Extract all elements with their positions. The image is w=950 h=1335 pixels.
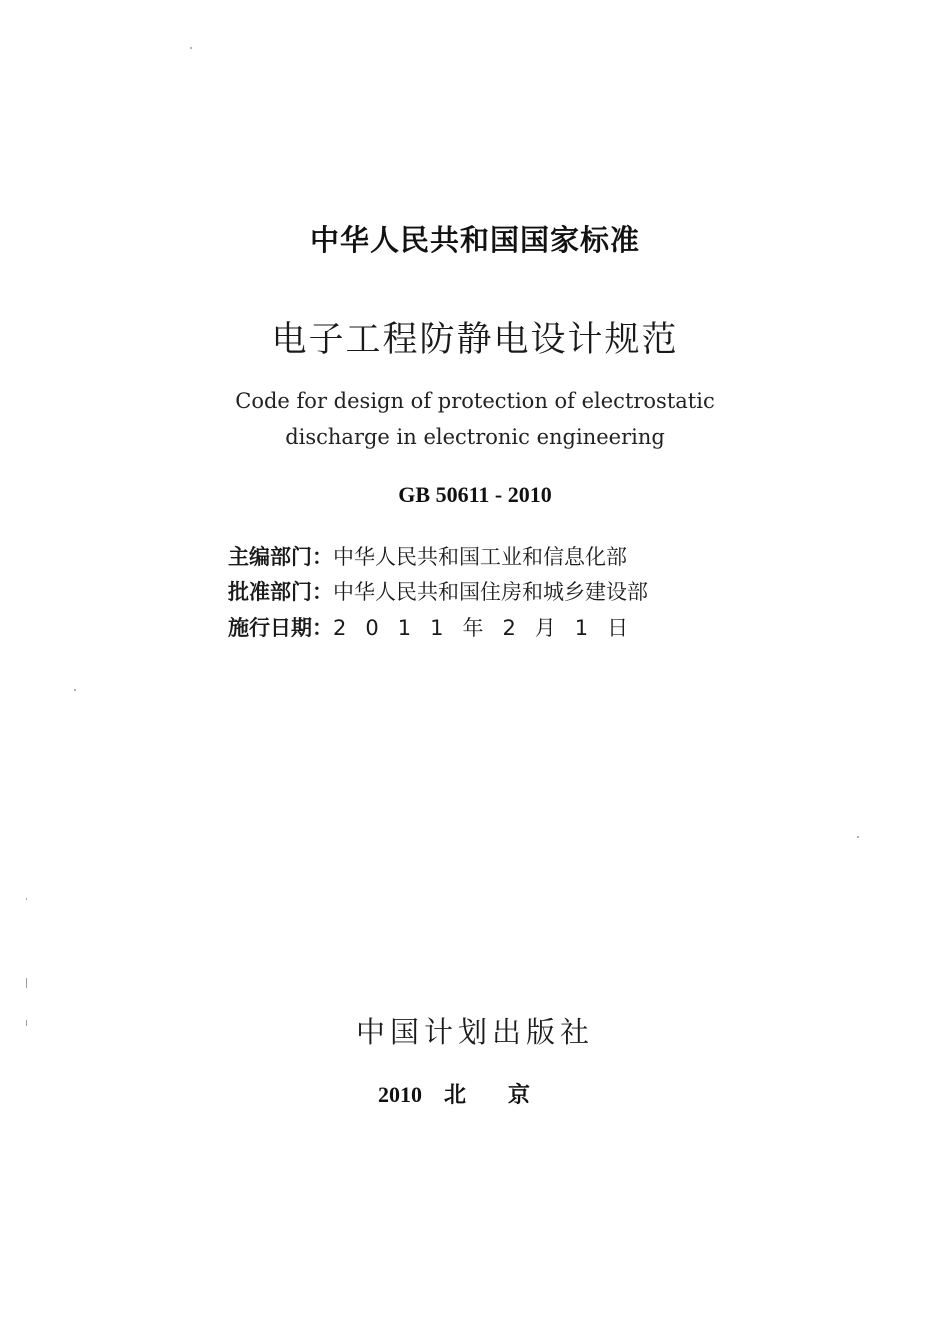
- standard-code: GB 50611 - 2010: [398, 482, 552, 507]
- scan-speck: [26, 978, 27, 988]
- effective-date-value: 2011年2月1日: [333, 616, 648, 640]
- publication-year: 2010: [377, 1082, 422, 1107]
- title-english-line-1: Code for design of protection of electrostatic: [235, 389, 715, 413]
- publication-line: [0, 1078, 950, 1109]
- approver-department-value: 中华人民共和国住房和城乡建设部: [333, 580, 648, 604]
- editor-department-row: [228, 541, 698, 571]
- publisher-name: 中国计划出版社: [355, 1015, 594, 1049]
- scan-speck: [26, 898, 27, 900]
- title-chinese: 电子工程防静电设计规范: [271, 320, 679, 360]
- publication-city: 北京: [443, 1083, 572, 1108]
- scan-speck: [857, 836, 859, 838]
- national-standard-heading: 中华人民共和国国家标准: [309, 223, 640, 257]
- editor-department-value: 中华人民共和国工业和信息化部: [333, 545, 627, 569]
- scan-speck: [74, 689, 76, 691]
- title-english-line-2: discharge in electronic engineering: [285, 425, 665, 449]
- effective-date-row: [228, 612, 698, 642]
- title-english: [0, 383, 950, 455]
- approver-department-label: 批准部门：: [228, 580, 333, 604]
- editor-department-label: 主编部门：: [228, 545, 333, 569]
- effective-date-label: 施行日期：: [228, 616, 333, 640]
- approver-department-row: [228, 576, 698, 606]
- scan-speck: [26, 1020, 27, 1026]
- scan-speck: [190, 47, 192, 49]
